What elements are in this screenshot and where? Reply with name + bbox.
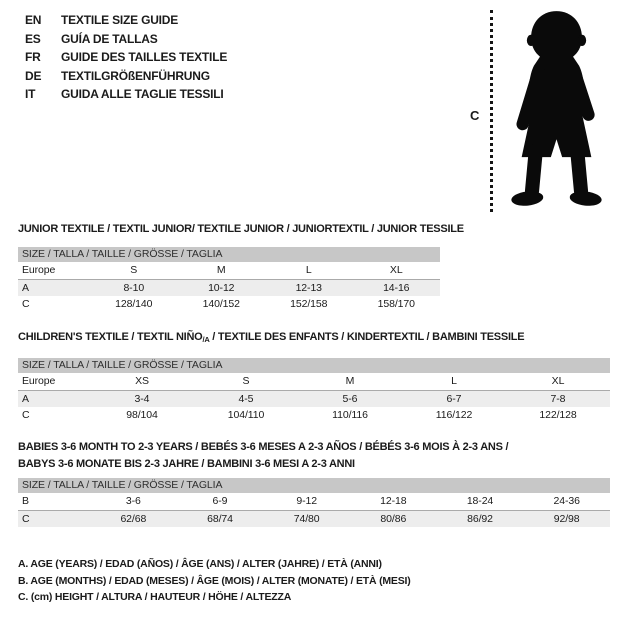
footnote-c: C. (cm) HEIGHT / ALTURA / HAUTEUR / HÖHE / ALTEZZA xyxy=(18,591,292,603)
childrens-textile-section xyxy=(18,330,610,424)
size-cell: 24-36 xyxy=(553,495,580,508)
size-cell: 6-7 xyxy=(446,392,462,405)
size-cell: 116/122 xyxy=(435,409,473,422)
size-cell: 122/128 xyxy=(539,409,577,422)
language-row-de xyxy=(25,67,227,86)
size-header-bar: SIZE / TALLA / TAILLE / GRÖSSE / TAGLIA xyxy=(18,247,440,262)
size-cell: 4-5 xyxy=(238,392,254,405)
size-cell: S xyxy=(130,264,138,277)
title-subscript: /A xyxy=(202,335,210,344)
size-cell: 158/170 xyxy=(377,298,415,311)
size-cell: 80/86 xyxy=(380,512,407,525)
size-cell: L xyxy=(305,264,312,277)
size-cell: 68/74 xyxy=(207,512,233,525)
size-cell: 3-6 xyxy=(125,495,141,508)
size-cell: 98/104 xyxy=(126,409,158,422)
language-row-es xyxy=(25,30,227,49)
child-silhouette xyxy=(500,6,613,215)
table-row-age-months xyxy=(18,493,610,511)
babies-title-line1: BABIES 3-6 MONTH TO 2-3 YEARS / BEBÉS 3-6 MESES A 2-3 AÑOS / BÉBÉS 3-6 MOIS À 2-3 ANS / xyxy=(18,441,509,453)
height-figure xyxy=(468,4,618,216)
language-code: EN xyxy=(25,13,42,28)
size-cell: 104/110 xyxy=(227,409,265,422)
size-cell: 12-13 xyxy=(295,281,322,294)
size-cell: 12-18 xyxy=(380,495,407,508)
size-cell: 62/68 xyxy=(120,512,147,525)
size-cell: XL xyxy=(551,375,565,388)
language-row-fr xyxy=(25,48,227,67)
size-cell: 74/80 xyxy=(293,512,320,525)
guide-title: GUÍA DE TALLAS xyxy=(61,31,158,46)
size-cell: 18-24 xyxy=(466,495,494,508)
size-cell: 86/92 xyxy=(467,512,493,525)
size-cell: 128/140 xyxy=(115,298,153,311)
table-row-europe xyxy=(18,373,610,391)
table-row-height xyxy=(18,296,440,313)
size-cell: 92/98 xyxy=(553,512,580,525)
childrens-textile-title xyxy=(18,330,610,347)
size-cell: 3-4 xyxy=(134,392,150,405)
size-cell: S xyxy=(242,375,250,388)
table-row-height xyxy=(18,511,610,528)
row-label: C xyxy=(22,409,30,422)
size-cell: 110/116 xyxy=(332,409,368,422)
footnote-a: A. AGE (YEARS) / EDAD (AÑOS) / ÂGE (ANS) / ALTER (JAHRE) / ETÀ (ANNI) xyxy=(18,558,382,570)
language-legend xyxy=(25,11,227,104)
footnote-b: B. AGE (MONTHS) / EDAD (MESES) / ÂGE (MOIS) / ALTER (MONATE) / ETÀ (MESI) xyxy=(18,574,411,587)
title-text: CHILDREN'S TEXTILE / TEXTIL NIÑO xyxy=(18,331,203,343)
size-cell: XS xyxy=(135,375,149,388)
height-measure-label: C xyxy=(470,108,480,123)
size-header-bar: SIZE / TALLA / TAILLE / GRÖSSE / TAGLIA xyxy=(18,478,610,493)
size-cell: 9-12 xyxy=(296,495,317,508)
babies-textile-section xyxy=(18,440,610,527)
size-cell: XL xyxy=(389,264,403,277)
size-cell: M xyxy=(216,264,226,277)
language-code: DE xyxy=(25,68,42,83)
guide-title: TEXTILGRÖßENFÜHRUNG xyxy=(61,68,210,83)
table-row-age xyxy=(18,280,440,297)
language-row-en xyxy=(25,11,227,30)
babies-title-line2: BABYS 3-6 MONATE BIS 2-3 JAHRE / BAMBINI 3-6 MESI A 2-3 ANNI xyxy=(18,458,355,470)
size-cell: 152/158 xyxy=(290,298,328,311)
language-code: ES xyxy=(25,31,41,46)
junior-textile-title: JUNIOR TEXTILE / TEXTIL JUNIOR/ TEXTILE JUNIOR / JUNIORTEXTIL / JUNIOR TESSILE xyxy=(18,223,464,235)
table-row-europe xyxy=(18,262,440,280)
size-cell: 8-10 xyxy=(123,281,145,294)
language-code: FR xyxy=(25,50,41,65)
size-cell: 14-16 xyxy=(383,281,410,294)
junior-textile-section xyxy=(18,222,464,313)
table-row-height xyxy=(18,407,610,424)
size-cell: 7-8 xyxy=(550,392,566,405)
size-cell: 10-12 xyxy=(208,281,235,294)
language-code: IT xyxy=(25,87,36,102)
size-cell: 5-6 xyxy=(342,392,358,405)
height-measure-line xyxy=(490,10,493,212)
row-label: Europe xyxy=(22,264,56,277)
row-label: C xyxy=(22,298,30,311)
size-header-bar: SIZE / TALLA / TAILLE / GRÖSSE / TAGLIA xyxy=(18,358,610,373)
row-label: B xyxy=(22,495,29,508)
language-row-it xyxy=(25,85,227,104)
row-label: Europe xyxy=(22,375,56,388)
legend-footnotes xyxy=(18,556,411,606)
title-text: / TEXTILE DES ENFANTS / KINDERTEXTIL / BAMBINI TESSILE xyxy=(209,331,525,343)
table-row-age xyxy=(18,391,610,408)
guide-title: TEXTILE SIZE GUIDE xyxy=(61,13,179,28)
row-label: C xyxy=(22,512,30,525)
guide-title: GUIDE DES TAILLES TEXTILE xyxy=(61,50,228,65)
guide-title: GUIDA ALLE TAGLIE TESSILI xyxy=(61,87,224,102)
size-cell: M xyxy=(345,375,355,388)
size-cell: L xyxy=(451,375,457,388)
row-label: A xyxy=(22,281,29,294)
size-cell: 140/152 xyxy=(202,298,240,311)
size-cell: 6-9 xyxy=(212,495,228,508)
row-label: A xyxy=(22,392,29,405)
